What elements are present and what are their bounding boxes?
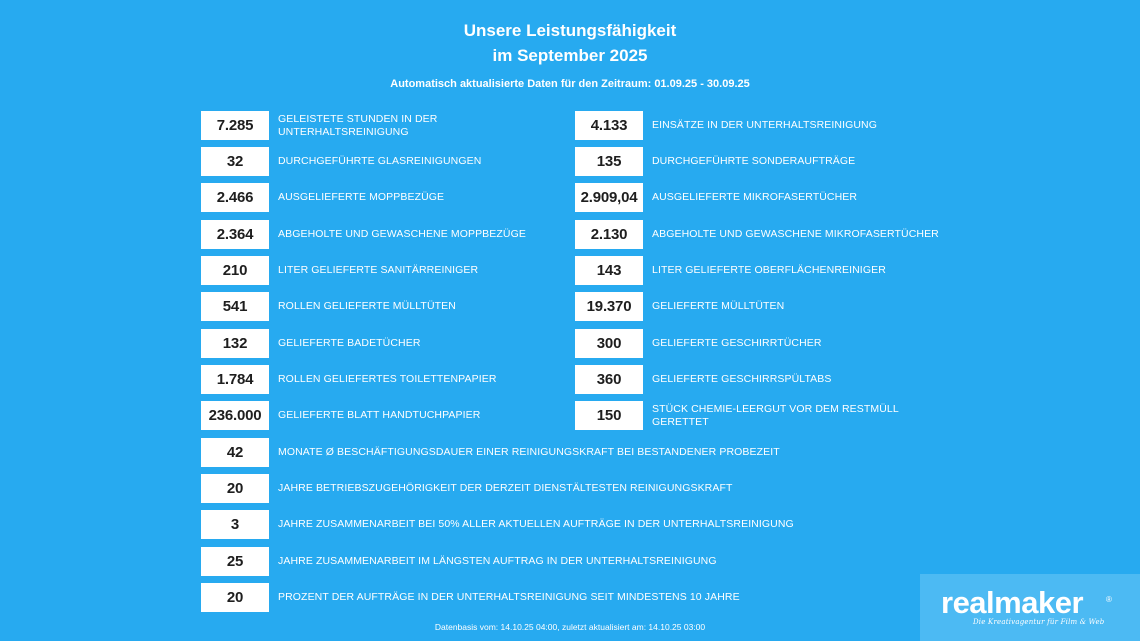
stat-row xyxy=(201,111,561,140)
stat-label: JAHRE BETRIEBSZUGEHÖRIGKEIT DER DERZEIT DIENSTÄLTESTEN REINIGUNGSKRAFT xyxy=(278,482,733,494)
stat-label: JAHRE ZUSAMMENARBEIT IM LÄNGSTEN AUFTRAG IN DER UNTERHALTSREINIGUNG xyxy=(278,555,717,567)
stat-label: MONATE Ø BESCHÄFTIGUNGSDAUER EINER REINIGUNGSKRAFT BEI BESTANDENER PROBEZEIT xyxy=(278,446,780,458)
stat-row xyxy=(201,220,561,249)
stat-row xyxy=(575,401,955,430)
stat-value: 300 xyxy=(575,329,643,358)
stat-row xyxy=(575,365,955,394)
stat-row xyxy=(201,256,561,285)
data-timestamp-footer: Datenbasis vom: 14.10.25 04:00, zuletzt aktualisiert am: 14.10.25 03:00 xyxy=(434,622,706,632)
stat-row xyxy=(201,292,561,321)
stat-row xyxy=(201,510,901,539)
stat-row xyxy=(201,474,901,503)
stat-row xyxy=(575,292,955,321)
logo-tagline: Die Kreativagentur für Film & Web xyxy=(973,618,1105,626)
page-header xyxy=(0,18,1140,91)
stat-value: 143 xyxy=(575,256,643,285)
stat-value: 1.784 xyxy=(201,365,269,394)
stat-label: ABGEHOLTE UND GEWASCHENE MIKROFASERTÜCHER xyxy=(652,228,939,240)
stat-label: GELIEFERTE GESCHIRRTÜCHER xyxy=(652,337,822,349)
stat-row xyxy=(201,329,561,358)
stat-row xyxy=(201,438,901,467)
stat-value: 2.130 xyxy=(575,220,643,249)
stat-label: AUSGELIEFERTE MIKROFASERTÜCHER xyxy=(652,191,858,203)
stat-row xyxy=(575,329,955,358)
stat-value: 25 xyxy=(201,547,269,576)
stat-label: LITER GELIEFERTE OBERFLÄCHENREINIGER xyxy=(652,264,886,276)
stat-row xyxy=(201,401,561,430)
stat-row xyxy=(575,256,955,285)
stat-label: GELIEFERTE GESCHIRRSPÜLTABS xyxy=(652,373,832,385)
stat-value: 19.370 xyxy=(575,292,643,321)
stat-label: PROZENT DER AUFTRÄGE IN DER UNTERHALTSREINIGUNG SEIT MINDESTENS 10 JAHRE xyxy=(278,591,740,603)
page-title-line-2: im September 2025 xyxy=(492,46,648,65)
stat-label: JAHRE ZUSAMMENARBEIT BEI 50% ALLER AKTUELLEN AUFTRÄGE IN DER UNTERHALTSREINIGUNG xyxy=(278,518,794,530)
stat-label: GELIEFERTE BADETÜCHER xyxy=(278,337,421,349)
stat-value: 150 xyxy=(575,401,643,430)
stat-label: ROLLEN GELIEFERTE MÜLLTÜTEN xyxy=(278,300,456,312)
stat-label: GELEISTETE STUNDEN IN DER UNTERHALTSREINIGUNG xyxy=(278,112,438,138)
stat-row xyxy=(201,583,901,612)
stat-label: GELIEFERTE MÜLLTÜTEN xyxy=(652,300,785,312)
stat-value: 2.466 xyxy=(201,183,269,212)
stat-value: 210 xyxy=(201,256,269,285)
stat-value: 135 xyxy=(575,147,643,176)
stat-label: ROLLEN GELIEFERTES TOILETTENPAPIER xyxy=(278,373,497,385)
stat-value: 2.909,04 xyxy=(575,183,643,212)
stat-value: 132 xyxy=(201,329,269,358)
stat-value: 236.000 xyxy=(201,401,269,430)
stat-row xyxy=(201,365,561,394)
stat-value: 3 xyxy=(201,510,269,539)
stat-value: 20 xyxy=(201,474,269,503)
stat-value: 4.133 xyxy=(575,111,643,140)
stat-value: 2.364 xyxy=(201,220,269,249)
stat-value: 42 xyxy=(201,438,269,467)
stat-label: EINSÄTZE IN DER UNTERHALTSREINIGUNG xyxy=(652,119,877,131)
stat-label: ABGEHOLTE UND GEWASCHENE MOPPBEZÜGE xyxy=(278,228,526,240)
logo-wordmark: realmaker xyxy=(941,585,1084,620)
stat-row xyxy=(575,111,955,140)
stat-label: AUSGELIEFERTE MOPPBEZÜGE xyxy=(278,191,445,203)
stat-label: GELIEFERTE BLATT HANDTUCHPAPIER xyxy=(278,409,481,421)
page-title-line-1: Unsere Leistungsfähigkeit xyxy=(463,21,677,40)
stat-row xyxy=(201,547,901,576)
stat-label: DURCHGEFÜHRTE GLASREINIGUNGEN xyxy=(278,155,482,167)
stat-label: LITER GELIEFERTE SANITÄRREINIGER xyxy=(278,264,479,276)
logo-registered-mark: ® xyxy=(1106,595,1112,604)
stat-row xyxy=(201,147,561,176)
stat-row xyxy=(201,183,561,212)
stat-row xyxy=(575,147,955,176)
stat-value: 360 xyxy=(575,365,643,394)
stat-value: 541 xyxy=(201,292,269,321)
stat-value: 20 xyxy=(201,583,269,612)
stat-label: STÜCK CHEMIE-LEERGUT VOR DEM RESTMÜLL GERETTET xyxy=(652,402,899,428)
page-subtitle: Automatisch aktualisierte Daten für den Zeitraum: 01.09.25 - 30.09.25 xyxy=(390,78,750,90)
stat-label: DURCHGEFÜHRTE SONDERAUFTRÄGE xyxy=(652,155,856,167)
stat-row xyxy=(575,220,955,249)
stat-value: 32 xyxy=(201,147,269,176)
stat-value: 7.285 xyxy=(201,111,269,140)
stat-row xyxy=(575,183,955,212)
realmaker-logo xyxy=(920,574,1140,641)
